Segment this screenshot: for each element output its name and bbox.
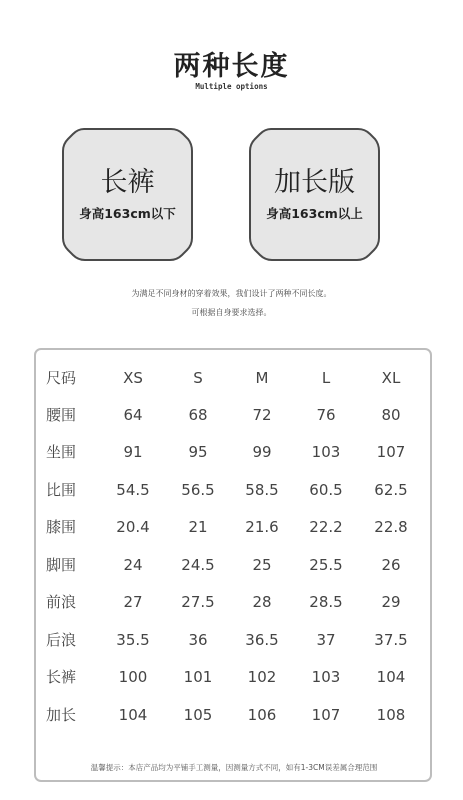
table-header-cell: S	[193, 369, 203, 387]
table-row	[36, 403, 432, 427]
table-cell: 27	[123, 593, 143, 611]
table-cell: 脚围	[46, 556, 77, 574]
table-row	[36, 665, 432, 689]
table-cell: 腰围	[46, 406, 77, 424]
table-cell: 107	[311, 706, 341, 724]
table-cell: 56.5	[181, 481, 215, 499]
table-cell: 72	[252, 406, 272, 424]
table-footer-note: 温馨提示：本店产品均为平铺手工测量，因测量方式不同，如有1-3CM误差属合理范围	[90, 763, 378, 772]
table-cell: 104	[118, 706, 148, 724]
table-cell: 76	[316, 406, 336, 424]
table-cell: 80	[381, 406, 401, 424]
option-desc: 身高163cm以下	[79, 206, 176, 221]
table-cell: 29	[381, 593, 401, 611]
table-cell: 坐围	[46, 443, 77, 461]
table-cell: 27.5	[181, 593, 215, 611]
table-header-cell: L	[321, 369, 331, 387]
table-cell: 105	[183, 706, 213, 724]
table-cell: 26	[381, 556, 401, 574]
table-cell: 103	[311, 443, 341, 461]
table-cell: 36.5	[245, 631, 279, 649]
table-header-cell: XS	[123, 369, 143, 387]
note-line: 可根据自身要求选择。	[191, 308, 272, 317]
option-card-long	[62, 128, 193, 261]
table-cell: 54.5	[116, 481, 150, 499]
page-subtitle: Multiple options	[195, 82, 268, 91]
table-row	[36, 553, 432, 577]
table-cell: 加长	[46, 706, 77, 724]
table-cell: 64	[123, 406, 143, 424]
option-name: 加长版	[274, 167, 355, 198]
table-cell: 37.5	[374, 631, 408, 649]
page-title: 两种长度	[173, 51, 290, 82]
table-header-cell: XL	[381, 369, 401, 387]
table-row	[36, 628, 432, 652]
table-cell: 103	[311, 668, 341, 686]
table-cell: 37	[316, 631, 336, 649]
table-cell: 58.5	[245, 481, 279, 499]
table-header-cell: 尺码	[46, 369, 77, 387]
table-cell: 比围	[46, 481, 77, 499]
table-cell: 25.5	[309, 556, 343, 574]
table-cell: 24	[123, 556, 143, 574]
table-header-cell: M	[255, 369, 269, 387]
table-cell: 21	[188, 518, 208, 536]
table-cell: 95	[188, 443, 208, 461]
table-row	[36, 515, 432, 539]
table-cell: 21.6	[245, 518, 279, 536]
table-cell: 104	[376, 668, 406, 686]
table-cell: 101	[183, 668, 213, 686]
table-cell: 68	[188, 406, 208, 424]
table-cell: 99	[252, 443, 272, 461]
size-table	[34, 348, 432, 782]
table-cell: 36	[188, 631, 208, 649]
table-cell: 后浪	[46, 631, 77, 649]
table-cell: 108	[376, 706, 406, 724]
table-row	[36, 478, 432, 502]
option-card-extended	[249, 128, 380, 261]
table-cell: 102	[247, 668, 277, 686]
table-cell: 22.8	[374, 518, 408, 536]
option-name: 长裤	[100, 167, 155, 198]
table-cell: 107	[376, 443, 406, 461]
table-header-row	[36, 366, 432, 390]
table-row	[36, 590, 432, 614]
table-cell: 35.5	[116, 631, 150, 649]
table-cell: 膝围	[46, 518, 77, 536]
table-row	[36, 440, 432, 464]
note-line: 为满足不同身材的穿着效果，我们设计了两种不同长度。	[131, 289, 332, 298]
table-cell: 62.5	[374, 481, 408, 499]
table-cell: 24.5	[181, 556, 215, 574]
table-cell: 28.5	[309, 593, 343, 611]
table-cell: 91	[123, 443, 143, 461]
option-desc: 身高163cm以上	[266, 206, 363, 221]
table-cell: 长裤	[46, 668, 77, 686]
table-cell: 20.4	[116, 518, 150, 536]
table-cell: 22.2	[309, 518, 343, 536]
table-cell: 60.5	[309, 481, 343, 499]
table-cell: 前浪	[46, 593, 77, 611]
table-cell: 100	[118, 668, 148, 686]
table-cell: 106	[247, 706, 277, 724]
table-cell: 25	[252, 556, 272, 574]
table-row	[36, 703, 432, 727]
table-cell: 28	[252, 593, 272, 611]
